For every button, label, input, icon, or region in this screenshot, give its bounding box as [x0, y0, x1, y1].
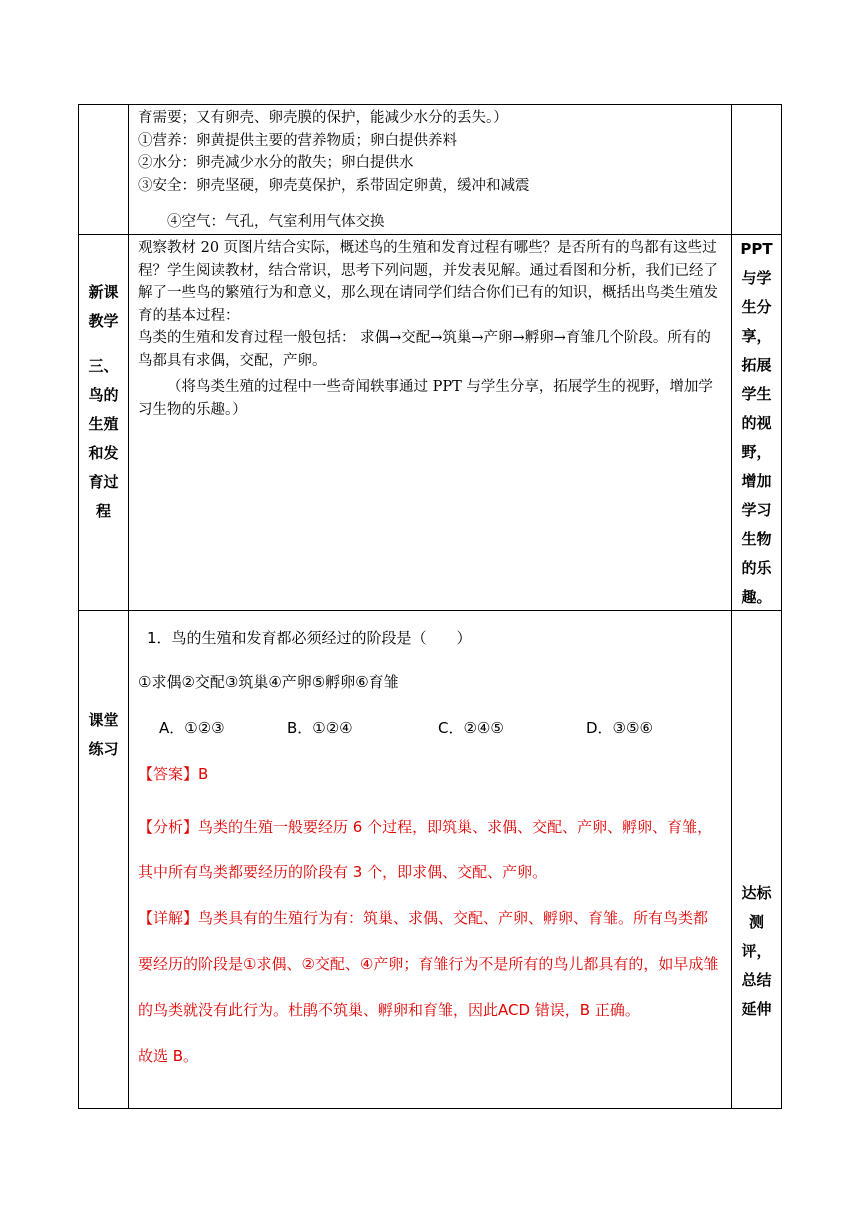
option-c: C．②④⑤ — [438, 719, 504, 737]
teaching-note: 达标测评，总结延伸 — [741, 884, 772, 1018]
detail-text — [138, 895, 723, 1033]
row-label-cell — [79, 235, 129, 610]
notes-cell — [731, 611, 781, 1108]
text-line: ③安全：卵壳坚硬，卵壳莫保护，系带固定卵黄，缓冲和减震 — [138, 177, 530, 194]
text-line: ④空气：气孔，气室利用气体交换 — [167, 214, 385, 230]
paragraph: （将鸟类生殖的过程中一些奇闻轶事通过 PPT 与学生分享，拓展学生的视野，增加学习生物的乐趣。） — [138, 379, 713, 418]
section-title: 三、鸟的生殖和发育过程 — [88, 357, 119, 520]
section-label: 课堂练习 — [88, 711, 119, 758]
table-row — [79, 611, 781, 1108]
options-row — [138, 715, 723, 741]
section-label: 新课教学 — [88, 283, 119, 330]
analysis-body: 鸟类的生殖一般要经历 6 个过程，即筑巢、求偶、交配、产卵、孵卵、育雏，其中所有鸟类都要经历的阶段有 3 个，即求偶、交配、产卵。 — [138, 818, 713, 881]
teaching-note: PPT与学生分享，拓展学生的视野，增加学习生物的乐趣。 — [740, 240, 773, 606]
analysis-text — [138, 805, 723, 895]
paragraph: 鸟类的生殖和发育过程一般包括： 求偶→交配→筑巢→产卵→孵卵→育雏几个阶段。所有的鸟都具有求偶，交配，产卵。 — [138, 330, 711, 369]
row-label-cell — [79, 611, 129, 1108]
detail-body: 鸟类具有的生殖行为有：筑巢、求偶、交配、产卵、孵卵、育雏。所有鸟类都要经历的阶段是①求偶、②交配、④产卵；育雏行为不是所有的鸟儿都具有的，如早成雏的鸟类就没有此行为。杜鹃不筑巢、孵卵和育雏，因此ACD 错误，B 正确。 — [138, 909, 719, 1019]
text-line: ①营养：卵黄提供主要的营养物质；卵白提供养料 — [138, 132, 457, 149]
notes-cell — [731, 105, 781, 234]
conclusion-text: 故选 B。 — [138, 1047, 199, 1065]
text-line: 育需要；又有卵壳、卵壳膜的保护，能减少水分的丢失。） — [138, 110, 508, 126]
text-line: ②水分：卵壳减少水分的散失；卵白提供水 — [138, 155, 414, 171]
content-cell — [129, 105, 731, 234]
table-row — [79, 105, 781, 235]
notes-cell — [731, 235, 781, 610]
detail-tag: 【详解】 — [138, 909, 199, 927]
row-label-cell — [79, 105, 129, 234]
answer-line — [138, 761, 723, 787]
answer-value: B — [198, 765, 209, 783]
option-b: B．①②④ — [287, 719, 353, 737]
question-text: 1．鸟的生殖和发育都必须经过的阶段是（ ） — [147, 629, 472, 647]
answer-tag: 【答案】 — [138, 765, 199, 783]
option-d: D．③⑤⑥ — [586, 719, 653, 737]
option-a: A．①②③ — [159, 719, 225, 737]
content-cell — [129, 235, 731, 610]
paragraph: 观察教材 20 页图片结合实际，概述鸟的生殖和发育过程有哪些？是否所有的鸟都有这些过程？学生阅读教材，结合常识，思考下列问题，并发表见解。通过看图和分析，我们已经了解了一些鸟的繁殖行为和意义，那么现在请同学们结合你们已有的知识，概括出鸟类生殖发育的基本过程： — [138, 240, 718, 324]
table-row — [79, 235, 781, 611]
content-cell — [129, 611, 731, 1108]
lesson-table — [78, 104, 782, 1109]
question-items: ①求偶②交配③筑巢④产卵⑤孵卵⑥育雏 — [138, 673, 399, 691]
analysis-tag: 【分析】 — [138, 818, 199, 836]
